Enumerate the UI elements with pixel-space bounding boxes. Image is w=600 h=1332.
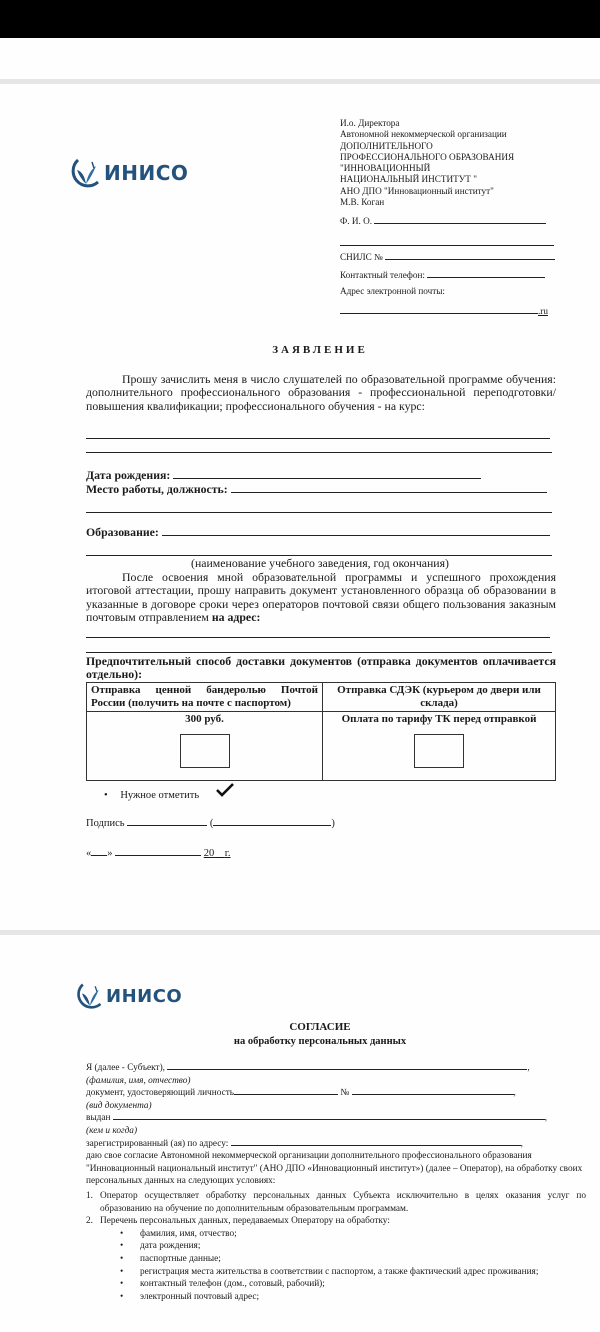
education-label: Образование: <box>86 525 159 539</box>
note-text: Нужное отметить <box>120 790 200 801</box>
bullet-icon: • <box>120 1253 124 1264</box>
logo-emblem-icon <box>68 156 102 190</box>
bullet-item: • дата рождения; <box>120 1241 201 1252</box>
consent-title: СОГЛАСИЕ <box>289 1021 351 1033</box>
addressee-line: ПРОФЕССИОНАЛЬНОГО ОБРАЗОВАНИЯ <box>340 151 515 162</box>
subject-label: Я (далее - Субъект), <box>86 1063 166 1073</box>
addressee-line: ДОПОЛНИТЕЛЬНОГО <box>340 140 433 151</box>
addressee-line: "ИННОВАЦИОННЫЙ <box>340 163 431 174</box>
phone-field[interactable] <box>340 270 545 281</box>
note-item <box>104 790 199 801</box>
bullet-icon: • <box>120 1266 124 1277</box>
document-field[interactable]: документ, удостоверяющий личность № , <box>86 1088 516 1099</box>
issued-label: выдан <box>86 1113 111 1124</box>
bullet-icon: • <box>120 1291 124 1302</box>
birth-field[interactable] <box>86 469 481 482</box>
delivery-option-post: Отправка ценной бандеролью Почтой России (получить на почте с паспортом) <box>87 683 323 712</box>
consent-text: даю свое согласие Автономной некоммерческой организации дополнительного профессионального образования "Инновационный национальный институт" (АНО ДПО «Инновационный институт») (далее – Оператор), на обработку своих персональных данных на следующих условиях: <box>86 1151 583 1187</box>
signature-field[interactable]: Подпись ( ) <box>86 818 335 829</box>
bullet-icon: • <box>120 1279 124 1290</box>
snils-field[interactable] <box>340 252 555 263</box>
course-line-1[interactable] <box>86 438 550 439</box>
addressee-line: И.о. Директора <box>340 118 400 128</box>
bullet-item: • электронный почтовый адрес; <box>120 1291 260 1302</box>
date-quote-open: « <box>86 848 92 859</box>
delivery-paragraph <box>86 571 556 625</box>
delivery-text: После освоения мной образовательной программы и успешного прохождения итоговой аттестации, прошу направить документ установленного образца об образовании в указанные в договоре сроки через операторов почтовой связи общего пользования заказным почтовым отправлением <box>86 570 556 625</box>
inis-logo <box>68 156 188 190</box>
issued-hint: (кем и когда) <box>86 1125 138 1136</box>
item-number: 2. <box>86 1216 93 1227</box>
logo-text: ИНИСО <box>104 161 189 185</box>
subject-hint: (фамилия, имя, отчество) <box>86 1075 191 1086</box>
checkbox-cdek[interactable] <box>414 734 464 768</box>
data-bullets <box>86 1228 586 1304</box>
delivery-options-table <box>86 682 556 781</box>
document-page-1 <box>0 84 600 930</box>
list-item <box>86 1190 586 1215</box>
education-hint: (наименование учебного заведения, год окончания) <box>191 556 449 570</box>
consent-form <box>86 1062 556 1150</box>
bullet-item: • регистрация места жительства в соответствии с паспортом, а также фактический адрес проживания; <box>120 1266 539 1277</box>
work-line-2[interactable] <box>86 512 552 513</box>
bullet-item: • контактный телефон (дом., сотовый, рабочий); <box>120 1279 325 1290</box>
list-item <box>86 1215 586 1228</box>
consent-subtitle: на обработку персональных данных <box>233 1036 407 1047</box>
delivery-price-cell <box>87 712 323 781</box>
addressee-block <box>340 118 570 208</box>
signature-label: Подпись <box>86 818 125 829</box>
status-bar <box>0 0 600 38</box>
work-label: Место работы, должность: <box>86 482 228 496</box>
education-field[interactable] <box>86 526 550 539</box>
email-suffix: .ru <box>538 306 548 316</box>
fio-field[interactable] <box>340 216 546 227</box>
birth-label: Дата рождения: <box>86 468 171 482</box>
delivery-heading: Предпочтительный способ доставки документов (отправка документов оплачивается отдельно): <box>86 654 556 682</box>
email-field[interactable] <box>340 306 548 317</box>
issued-field[interactable]: выдан , <box>86 1113 548 1124</box>
subject-field[interactable]: Я (далее - Субъект), , <box>86 1063 530 1073</box>
address-line-1[interactable] <box>86 637 550 638</box>
bullet-item: • паспортные данные; <box>120 1253 221 1264</box>
document-label: документ, удостоверяющий личность <box>86 1088 235 1099</box>
work-field[interactable] <box>86 483 547 496</box>
document-hint: (вид документа) <box>86 1100 152 1111</box>
fio-label: Ф. И. О. <box>340 216 373 226</box>
bullet-icon: • <box>120 1228 124 1239</box>
bullet-item: • фамилия, имя, отчество; <box>120 1228 237 1239</box>
email-label: Адрес электронной почты: <box>340 286 445 296</box>
item-text: Перечень персональных данных, передаваемых Оператору на обработку: <box>100 1216 390 1227</box>
registration-label: зарегистрированный (ая) по адресу: <box>86 1138 229 1149</box>
addressee-line: М.В. Коган <box>340 197 385 208</box>
delivery-price-post: 300 руб. <box>185 713 224 725</box>
registration-field[interactable]: зарегистрированный (ая) по адресу: , <box>86 1138 523 1149</box>
bullet-icon: • <box>104 790 108 801</box>
checkbox-post[interactable] <box>180 734 230 768</box>
delivery-price-cell <box>323 712 556 781</box>
intro-paragraph: Прошу зачислить меня в число слушателей по образовательной программе обучения: дополнительного профессионального образования - профессиональной переподготовки/повышения квалификации; профессионального обучения - на курс: <box>86 372 556 413</box>
delivery-text-bold: на адрес: <box>211 610 261 625</box>
document-number-label: № <box>340 1088 350 1099</box>
addressee-line: АНО ДПО "Инновационный институт" <box>340 185 494 196</box>
phone-label: Контактный телефон: <box>340 270 425 280</box>
snils-label: СНИЛС № <box>340 252 383 262</box>
checkmark-icon <box>215 782 235 798</box>
logo-text: ИНИСО <box>106 985 183 1007</box>
item-number: 1. <box>86 1191 93 1201</box>
item-text: Оператор осуществляет обработку персональных данных Субъекта исключительно в целях оказания услуг по образованию на обучение по дополнительным образовательным программам. <box>100 1191 586 1214</box>
fio-line-2[interactable] <box>340 245 554 246</box>
addressee-line: Автономной некоммерческой организации <box>340 129 507 140</box>
date-field[interactable] <box>86 848 231 859</box>
page-title: ЗАЯВЛЕНИЕ <box>272 344 368 356</box>
bullet-icon: • <box>120 1241 124 1252</box>
addressee-line: НАЦИОНАЛЬНЫЙ ИНСТИТУТ " <box>340 174 477 185</box>
date-year: 20 г. <box>203 848 231 859</box>
course-line-2[interactable] <box>86 452 552 453</box>
delivery-price-cdek: Оплата по тарифу ТК перед отправкой <box>341 713 537 725</box>
date-quote-close: » <box>107 848 113 859</box>
inis-logo <box>74 981 182 1011</box>
consent-items <box>86 1190 586 1303</box>
document-page-2 <box>0 935 600 1332</box>
logo-emblem-icon <box>74 981 104 1011</box>
delivery-option-cdek: Отправка СДЭК (курьером до двери или склада) <box>323 683 556 712</box>
address-line-2[interactable] <box>86 652 552 653</box>
